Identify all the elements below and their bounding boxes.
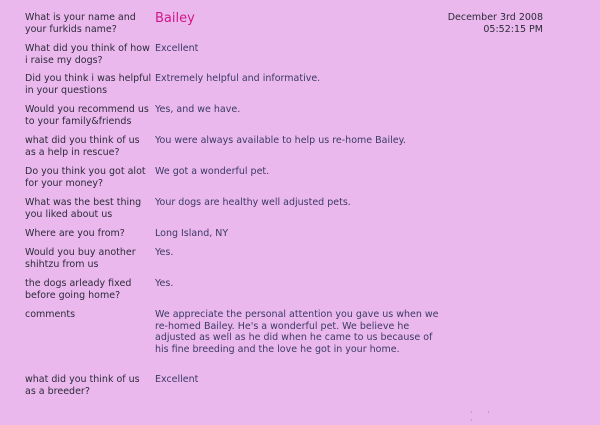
entry-date: December 3rd 2008 xyxy=(447,12,543,23)
guestbook-entry xyxy=(25,0,600,425)
answer-name: Bailey xyxy=(155,11,195,26)
answer-recommend: Yes, and we have. xyxy=(155,104,241,115)
answer-rescue-help: You were always available to help us re-home Bailey. xyxy=(155,135,406,146)
question-comments: comments xyxy=(25,309,76,320)
question-fixed: the dogs arleady fixed before going home? xyxy=(25,278,132,301)
question-value: Do you think you got alot for your money? xyxy=(25,166,146,189)
question-breeder: what did you think of us as a breeder? xyxy=(25,374,140,397)
entry-time: 05:52:15 PM xyxy=(483,23,543,35)
question-location: Where are you from? xyxy=(25,228,125,239)
question-best-thing: What was the best thing you liked about us xyxy=(25,197,142,220)
entry-timestamp xyxy=(448,12,543,35)
answer-breeder: Excellent xyxy=(155,374,199,385)
question-rescue-help: what did you think of us as a help in rescue? xyxy=(25,135,140,158)
question-raise-dogs: What did you think of how i raise my dogs? xyxy=(25,43,150,66)
answer-fixed: Yes. xyxy=(155,278,174,289)
answer-value: We got a wonderful pet. xyxy=(155,166,270,177)
answer-comments: We appreciate the personal attention you gave us when we re-homed Bailey. He's a wonderful pet. We believe he adjusted as well as he did when he came to us because of his fine breeding and the love he got in your home. xyxy=(155,309,439,355)
question-name: What is your name and your furkids name? xyxy=(25,12,136,35)
page-edge-divider: · · · xyxy=(470,408,496,425)
answer-best-thing: Your dogs are healthy well adjusted pets. xyxy=(155,197,351,208)
answer-location: Long Island, NY xyxy=(155,228,229,239)
answer-helpful: Extremely helpful and informative. xyxy=(155,73,321,84)
question-buy-again: Would you buy another shihtzu from us xyxy=(25,247,136,270)
question-recommend: Would you recommend us to your family&friends xyxy=(25,104,149,127)
answer-raise-dogs: Excellent xyxy=(155,43,199,54)
answer-buy-again: Yes. xyxy=(155,247,174,258)
question-helpful: Did you think i was helpful in your questions xyxy=(25,73,152,96)
